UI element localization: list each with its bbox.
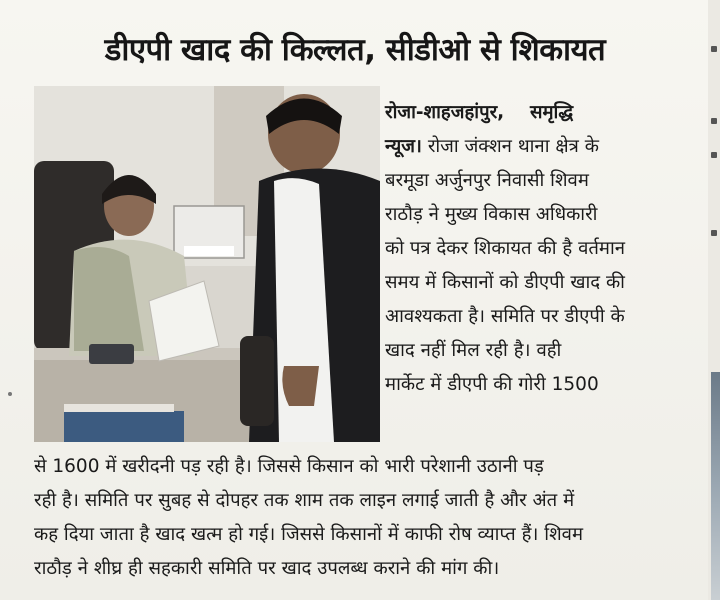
body-line-10: रही है। समिति पर सुबह से दोपहर तक शाम तक लाइन लगाई जाती है और अंत में [34, 490, 575, 511]
adjacent-mark [711, 118, 717, 124]
adjacent-column-edge [708, 0, 720, 600]
byline-line-1: रोजा-शाहजहांपुर, समृद्धि [385, 102, 574, 123]
margin-mark [8, 392, 12, 396]
byline [385, 96, 687, 164]
adjacent-photo-edge [711, 372, 720, 600]
body-line-11: कह दिया जाता है खाद खत्म हो गई। जिससे किसानों में काफी रोष व्याप्त हैं। शिवम [34, 524, 584, 545]
adjacent-mark [711, 152, 717, 158]
body-line-4: को पत्र देकर शिकायत की है वर्तमान [385, 238, 626, 259]
adjacent-mark [711, 230, 717, 236]
body-line-7: खाद नहीं मिल रही है। वही [385, 340, 562, 361]
body-line-6: आवश्यकता है। समिति पर डीएपी के [385, 306, 625, 327]
body-line-9: से 1600 में खरीदनी पड़ रही है। जिससे किसान को भारी परेशानी उठानी पड़ [34, 456, 544, 477]
adjacent-mark [711, 46, 717, 52]
body-line-12: राठौड़ ने शीघ्र ही सहकारी समिति पर खाद उपलब्ध कराने की मांग की। [34, 558, 500, 579]
body-line-5: समय में किसानों को डीएपी खाद की [385, 272, 625, 293]
body-line-8: मार्केट में डीएपी की गोरी 1500 [385, 374, 599, 395]
body-line-3: राठौड़ ने मुख्य विकास अधिकारी [385, 204, 598, 225]
body-line-1: रोजा जंक्शन थाना क्षेत्र के [421, 136, 599, 157]
news-photo [34, 86, 380, 442]
headline: डीएपी खाद की किल्लत, सीडीओ से शिकायत [104, 32, 606, 68]
body-line-2: बरमूडा अर्जुनपुर निवासी शिवम [385, 170, 589, 191]
byline-line-2: न्यूज। [385, 136, 422, 157]
